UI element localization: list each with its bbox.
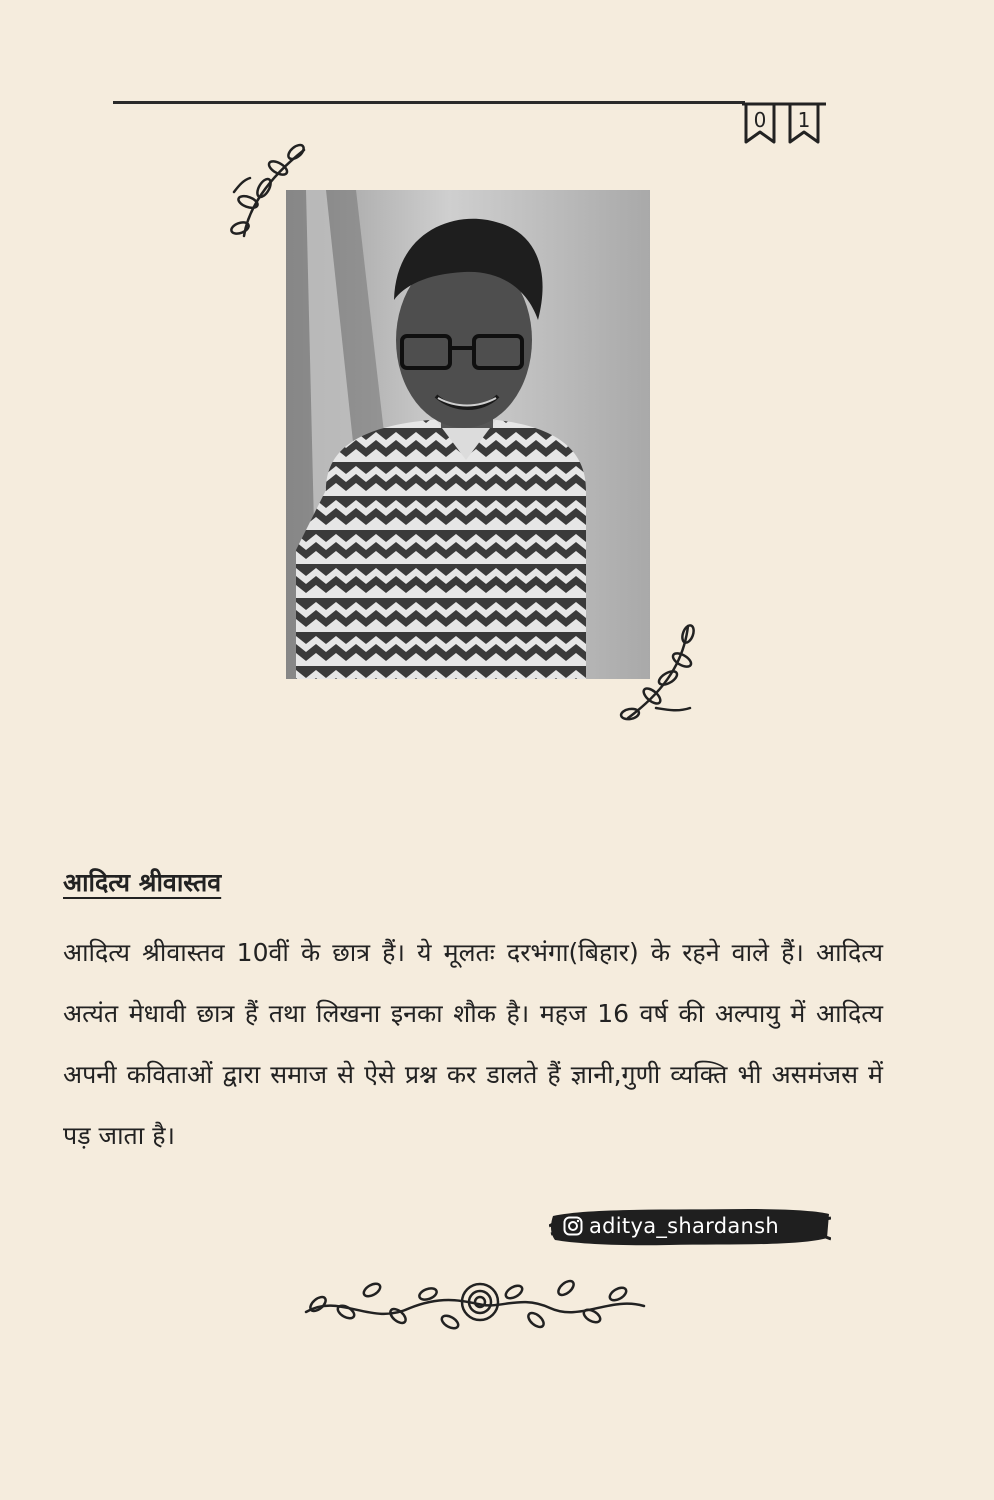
page-digit-second: 1 (797, 108, 811, 132)
author-name-heading: आदित्य श्रीवास्तव (63, 868, 222, 897)
instagram-icon (563, 1216, 583, 1236)
floral-vine-icon (300, 1272, 650, 1342)
page-number-flags (742, 96, 830, 150)
instagram-handle-badge (549, 1206, 829, 1246)
leaf-sprig-bottom-right-icon (616, 620, 706, 730)
header-rule (113, 101, 745, 104)
author-portrait-image (286, 190, 650, 679)
instagram-handle-text: aditya_shardansh (589, 1214, 780, 1238)
author-bio: आदित्य श्रीवास्तव 10वीं के छात्र हैं। ये मूलतः दरभंगा(बिहार) के रहने वाले हैं। आदित्य अत्यंत मेधावी छात्र हैं तथा लिखना इनका शौक है। महज 16 वर्ष की अल्पायु में आदित्य अपनी कविताओं द्वारा समाज से ऐसे प्रश्न कर डालते हैं ज्ञानी,गुणी व्यक्ति भी असमंजस में पड़ जाता है। (63, 938, 883, 1150)
page-digit-first: 0 (753, 108, 767, 132)
author-photo (286, 190, 650, 679)
